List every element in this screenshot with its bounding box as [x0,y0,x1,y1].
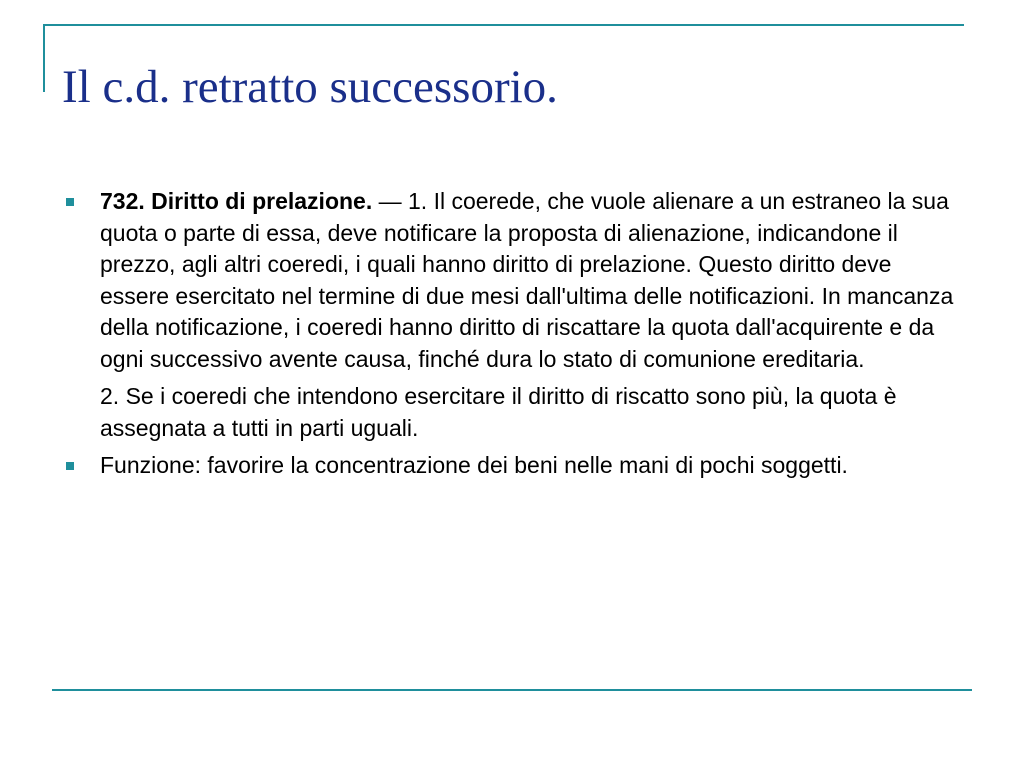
article-text-1: 1. Il coerede, che vuole alienare a un estraneo la sua quota o parte di essa, deve notificare la proposta di alienazione, indicandone il prezzo, agli altri coeredi, i quali hanno diritto di prelazione. Questo diritto deve essere esercitato nel termine di due mesi dall'ultima delle notificazioni. In mancanza della notificazione, i coeredi hanno diritto di riscattare la quota dall'acquirente e da ogni successivo avente causa, finché dura lo stato di comunione ereditaria. [100,188,954,372]
square-bullet-icon [66,198,74,206]
funzione-text: Funzione: favorire la concentrazione dei beni nelle mani di pochi soggetti. [100,452,848,478]
square-bullet-icon [66,462,74,470]
article-paragraph-2: 2. Se i coeredi che intendono esercitare il diritto di riscatto sono più, la quota è assegnata a tutti in parti uguali. [100,383,897,441]
bullet-item-article-732 [66,186,966,444]
article-heading: 732. Diritto di prelazione. [100,188,373,214]
frame-left-line [43,24,45,92]
em-dash: — [372,188,409,214]
bullet-item-funzione [66,450,966,482]
slide-title: Il c.d. retratto successorio. [62,61,558,113]
frame-bottom-line [52,689,972,691]
frame-top-line [43,24,964,26]
article-paragraph-1 [100,186,966,375]
slide-content [66,186,966,482]
